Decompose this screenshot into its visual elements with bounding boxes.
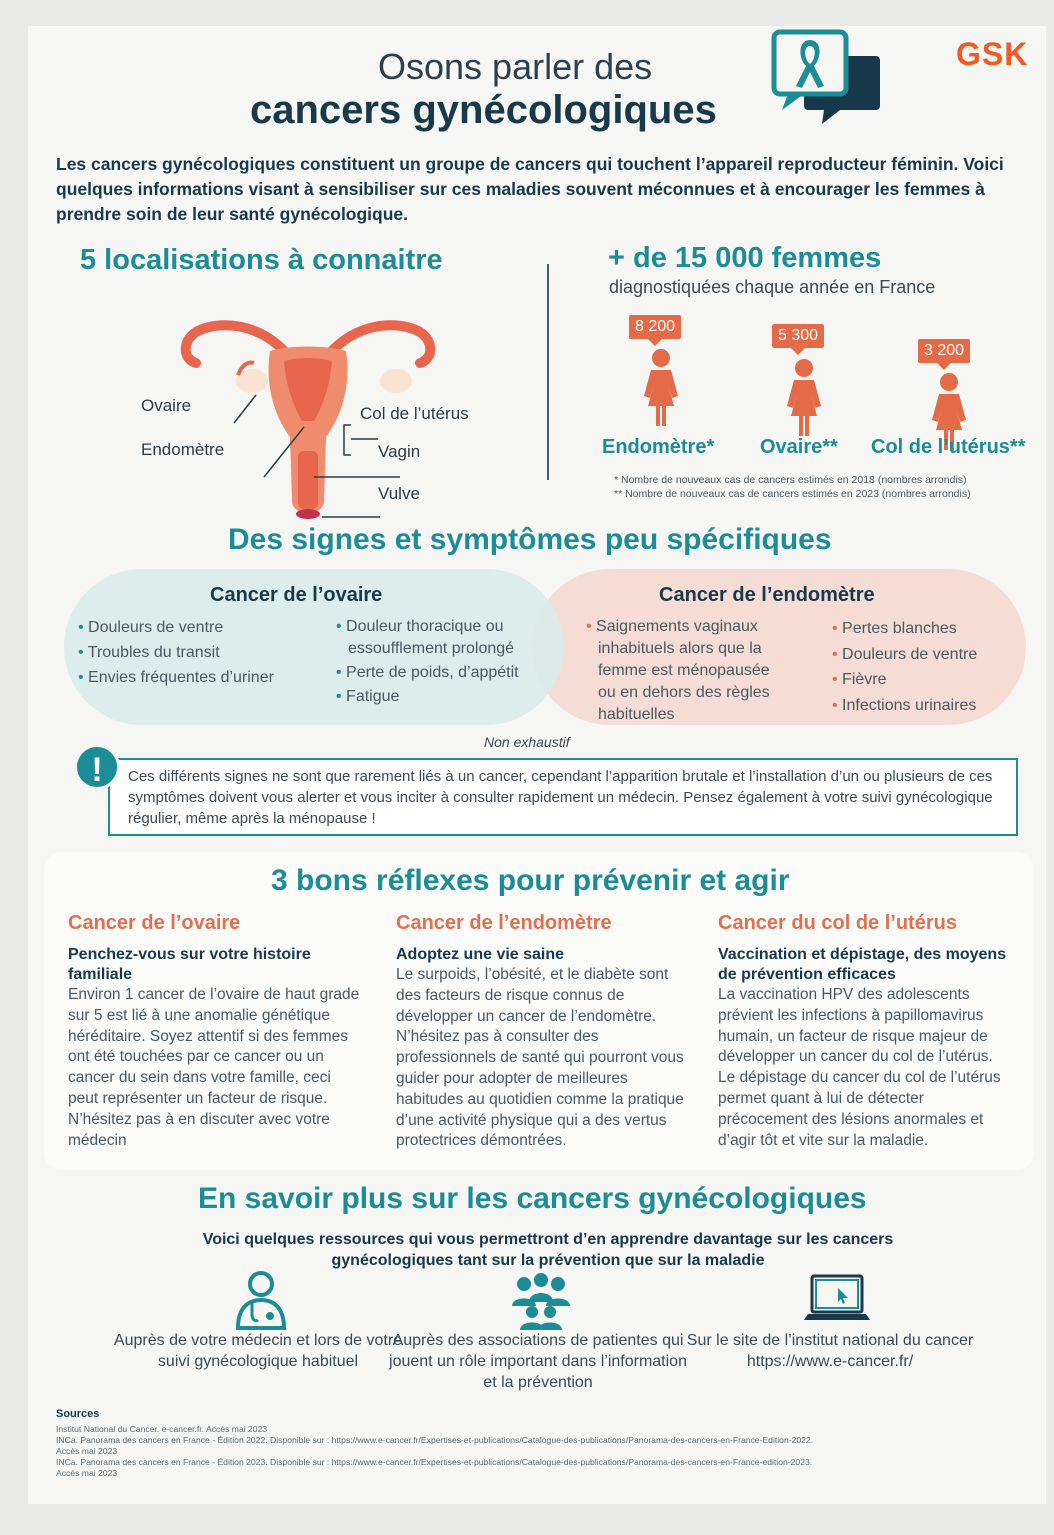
resources-subheading: Voici quelques ressources qui vous permettront d’en apprendre davantage sur les cancers gynécologiques tant sur la prévention que sur la maladie [202,1231,894,1269]
reflex-category: Cancer du col de l’utérus [718,912,957,934]
title-line-2: cancers gynécologiques [250,88,717,132]
stat-label-ovaire: Ovaire** [760,436,838,458]
footnote-2023: ** Nombre de nouveaux cas de cancers estimés en 2023 (nombres arrondis) [614,488,971,500]
label-ovaire: Ovaire [141,396,192,415]
list-item: • Saignements vaginaux inhabituels alors que la femme est ménopausée ou en dehors des règles habituelles [586,618,770,723]
woman-icon [781,358,827,438]
reflex-subtitle: Vaccination et dépistage, des moyens de prévention efficaces [718,946,1007,983]
list-item: • Perte de poids, d’appétit [336,664,519,681]
source-line: INCa. Panorama des cancers en France - Édition 2022. Disponible sur : https://www.e-cancer.fr/Expertises-et-publications/Catalogue-des-publications/Panorama-des-cancers-en-France-Edition-2022. [56,1435,814,1445]
resource-inca-text: Sur le site de l’institut national du cancer https://www.e-cancer.fr/ [686,1332,974,1370]
stat-value-endometre: 8 200 [629,315,681,339]
source-line: INCa. Panorama des cancers en France - Édition 2023. Disponible sur : https://www.e-cancer.fr/Expertises-et-publications/Catalogue-des-publications/Panorama-des-cancers-en-France-edition-2023. [56,1457,813,1467]
sources-list [56,1424,813,1479]
stats-heading: + de 15 000 femmes [608,242,882,274]
reflex-category: Cancer de l’endomètre [396,912,612,934]
reflex-subtitle: Adoptez une vie saine [396,946,565,963]
infographic-page [28,26,1046,1504]
gsk-logo: GSK [956,36,1029,72]
reflex-category: Cancer de l’ovaire [68,912,241,934]
label-vulve: Vulve [378,484,420,503]
source-line: Institut National du Cancer. e-cancer.fr. Accès mai 2023 [56,1424,268,1434]
reflex-body: Le surpoids, l’obésité, et le diabète sont des facteurs de risque connus de développer un cancer de l’endomètre. N’hésitez pas à consulter des professionnels de santé qui pourront vous guider pour adopter de meilleures habitudes au quotidien comme la pratique d’une activité physique qui a des vertus protectrices démontrées. [396,966,684,1150]
non-exhaustive-note: Non exhaustif [484,734,570,750]
list-item: • Fatigue [336,688,400,705]
stat-label-endometre: Endomètre* [602,436,715,458]
doctor-icon [226,1270,296,1330]
sources-title: Sources [56,1408,100,1420]
title-line-1: Osons parler des [378,46,653,87]
localisations-heading: 5 localisations à connaitre [80,244,443,276]
list-item: • Fièvre [832,671,887,688]
exclamation-icon: ! [74,744,120,790]
section-divider [547,264,549,480]
list-item: • Douleurs de ventre [78,619,224,636]
label-endometre: Endomètre [141,440,225,459]
reflex-column-ovaire [68,912,364,1151]
reflex-column-endometre [396,912,692,1152]
list-item: • Infections urinaires [832,696,977,714]
ovaire-symptoms-col2 [336,616,536,708]
reflex-body: La vaccination HPV des adolescents prévient les infections à papillomavirus humain, un facteur de risque majeur de développer un cancer du col de l’utérus. Le dépistage du cancer du col de l’utérus permet quant à lui de détecter précocement des lésions anormales et d’agir tôt et vite sur la maladie. [718,986,1001,1149]
group-icon [506,1270,576,1330]
stat-label-col: Col de l’utérus** [871,436,1026,458]
resource-associations-text: Auprès des associations de patientes qui jouent un rôle important dans l’information et la prévention [389,1332,687,1391]
woman-icon [638,348,684,428]
list-item: • Douleur thoracique ou essoufflement prolongé [336,618,515,657]
endometre-symptoms-col1 [586,616,786,726]
reflex-subtitle: Penchez-vous sur votre histoire familiale [68,946,311,983]
footnote-2018: * Nombre de nouveaux cas de cancers estimés en 2018 (nombres arrondis) [614,474,967,486]
ovaire-symptoms-col1 [78,616,318,689]
source-line: Accès mai 2023 [56,1446,118,1456]
label-vagin: Vagin [378,442,421,461]
stat-value-ovaire: 5 300 [772,324,824,348]
reflexes-heading: 3 bons réflexes pour prévenir et agir [271,864,790,897]
list-item: • Pertes blanches [832,620,957,637]
laptop-icon [802,1270,872,1330]
label-col-uterus: Col de l’utérus [360,404,469,423]
stats-subheading: diagnostiquées chaque année en France [609,277,936,297]
list-item: • Envies fréquentes d’uriner [78,669,274,686]
source-line: Accès mai 2023 [56,1468,118,1478]
ovaire-symptoms-title: Cancer de l’ovaire [210,584,383,606]
awareness-ribbon-icon [768,28,886,128]
symptoms-heading: Des signes et symptômes peu spécifiques [228,523,832,556]
reflex-body: Environ 1 cancer de l’ovaire de haut grade sur 5 est lié à une anomalie génétique héréditaire. Soyez attentif si des femmes ont été touchées par ce cancer ou un cancer du sein dans votre famille, ceci peut représenter un facteur de risque. N’hésitez pas à en discuter avec votre médecin [68,986,360,1149]
list-item: • Douleurs de ventre [832,645,978,663]
resource-doctor-text: Auprès de votre médecin et lors de votre suivi gynécologique habituel [113,1332,403,1370]
stat-value-col: 3 200 [918,339,970,363]
list-item: • Troubles du transit [78,644,220,661]
alert-text: Ces différents signes ne sont que rarement liés à un cancer, cependant l’apparition brutale et l’installation d’un ou plusieurs de ces symptômes doivent vous alerter et vous inciter à consulter rapidement un médecin. Pensez également à votre suivi gynécologique régulier, même après la ménopause ! [128,768,993,827]
reflex-column-col [718,912,1014,1151]
endometre-symptoms-title: Cancer de l’endomètre [659,584,875,606]
resources-heading: En savoir plus sur les cancers gynécologiques [198,1182,867,1215]
intro-paragraph: Les cancers gynécologiques constituent un groupe de cancers qui touchent l’appareil reproducteur féminin. Voici quelques informations visant à sensibiliser sur ces maladies souvent méconnues et à encourager les femmes à prendre soin de leur santé gynécologique. [56,154,1004,224]
endometre-symptoms-col2 [832,616,1012,718]
